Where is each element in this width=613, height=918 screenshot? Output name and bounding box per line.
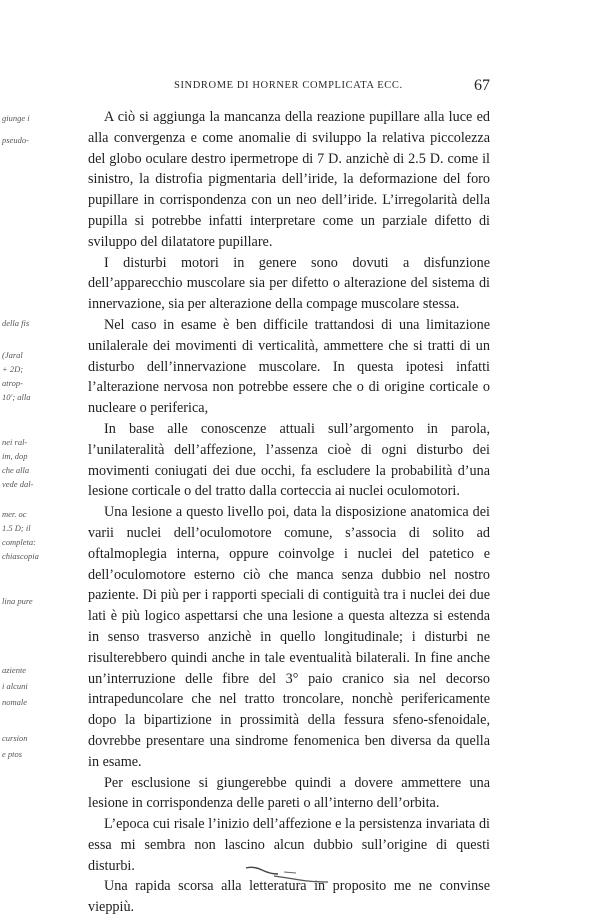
margin-fragment: completa: [2, 537, 36, 547]
margin-fragment: che alla [2, 465, 30, 475]
paragraph: Una lesione a questo livello poi, data la disposizione anatomica dei varii nuclei dell’oculomotore comune, s’associa di solito ad oftalmoplegia interna, oppure coinvolge i nuclei del patetico e dell’oculomotore esterno ciò che manca senza dubbio nel nostro paziente. Di più per i rapporti speciali di contiguità tra i nuclei dei due lati è più logico aspettarsi che una lesione a questa altezza si estenda in senso trasverso anzichè in quello longitudinale; i disturbi ne risulterebbero quindi anche in tale eventualità bilaterali. In fine anche un’interruzione delle fibre del 3° paio cranico sia nel decorso intrapeduncolare che nel tratto troncolare, nonchè perifericamente dopo la bipartizione in prossimità della fessura sfeno-sfenoidale, dovrebbe presentare una sindrome fenomenica ben diversa da quella in esame. [88, 504, 490, 770]
margin-fragment: nei ral- [2, 437, 28, 447]
paragraph: A ciò si aggiunga la mancanza della reazione pupillare alla luce ed alla convergenza e come anomalie di sviluppo la relativa piccolezza del globo oculare destro ipermetrope di 7 D. anzichè di 2.5 D. come il sinistro, la distrofia pigmentaria dell’iride, la deformazione del foro pupillare in corrispondenza con un neo dell’iride. L’irregolarità della pupilla si potrebbe infatti interpretare come un parziale difetto di sviluppo del dilatatore pupillare. [88, 109, 490, 250]
running-title: SINDROME DI HORNER COMPLICATA ECC. [174, 80, 403, 91]
margin-fragment: cursion [2, 733, 28, 743]
page-number: 67 [474, 77, 490, 94]
paragraph: In base alle conoscenze attuali sull’argomento in parola, l’unilateralità dell’affezione, l’assenza cioè di ogni disturbo dei movimenti coniugati dei due occhi, fa escludere la probabilità d’una lesione corticale o del tratto dalla corteccia ai nuclei oculomotori. [88, 420, 490, 500]
margin-fragment: aziente [2, 665, 27, 675]
bleed-through-margin [0, 0, 50, 900]
margin-fragment: mer. oc [2, 509, 27, 519]
margin-fragment: nomale [2, 697, 28, 707]
ink-smudge [244, 862, 334, 886]
paragraph: Per esclusione si giungerebbe quindi a dovere ammettere una lesione in corrispondenza delle pareti o all’interno dell’orbita. [88, 774, 490, 812]
margin-fragment: + 2D; [2, 364, 24, 374]
margin-fragment: i alcuni [2, 681, 28, 691]
margin-fragment: giunge i [2, 113, 30, 123]
margin-fragment: (Jaral [2, 350, 23, 360]
paragraph: L’epoca cui risale l’inizio dell’affezione e la persistenza invariata di essa mi sembra non lascino alcun dubbio sull’origine di questi disturbi. [88, 816, 490, 874]
paragraph: Nel caso in esame è ben difficile trattandosi di una limitazione unilalerale dei movimenti di verticalità, ammettere che si tratti di un disturbo dell’innervazione muscolare. In questa ipotesi infatti l’alterazione nervosa non potrebbe essere che o di origine corticale o nucleare o periferica, [88, 316, 490, 417]
margin-fragment: lina pure [2, 596, 33, 606]
margin-fragment: atrop- [2, 378, 23, 388]
margin-fragment: pseudo- [2, 135, 29, 145]
body-text [88, 107, 490, 918]
margin-fragment: e ptos [2, 749, 23, 759]
margin-fragment: im, dop [2, 451, 28, 461]
paragraph: Una rapida scorsa alla letteratura in proposito me ne convinse vieppiù. [88, 878, 490, 916]
margin-fragment: 1.5 D; il [2, 523, 31, 533]
paragraph: I disturbi motori in genere sono dovuti a disfunzione dell’apparecchio muscolare sia per difetto o alterazione del sistema di innervazione, sia per alterazione della compage muscolare stessa. [88, 254, 490, 313]
margin-fragment: vede dal- [2, 479, 34, 489]
margin-fragment: della fis [2, 318, 30, 328]
margin-fragment: chiascopia [2, 551, 39, 561]
margin-fragment: 10'; alla [2, 392, 31, 402]
